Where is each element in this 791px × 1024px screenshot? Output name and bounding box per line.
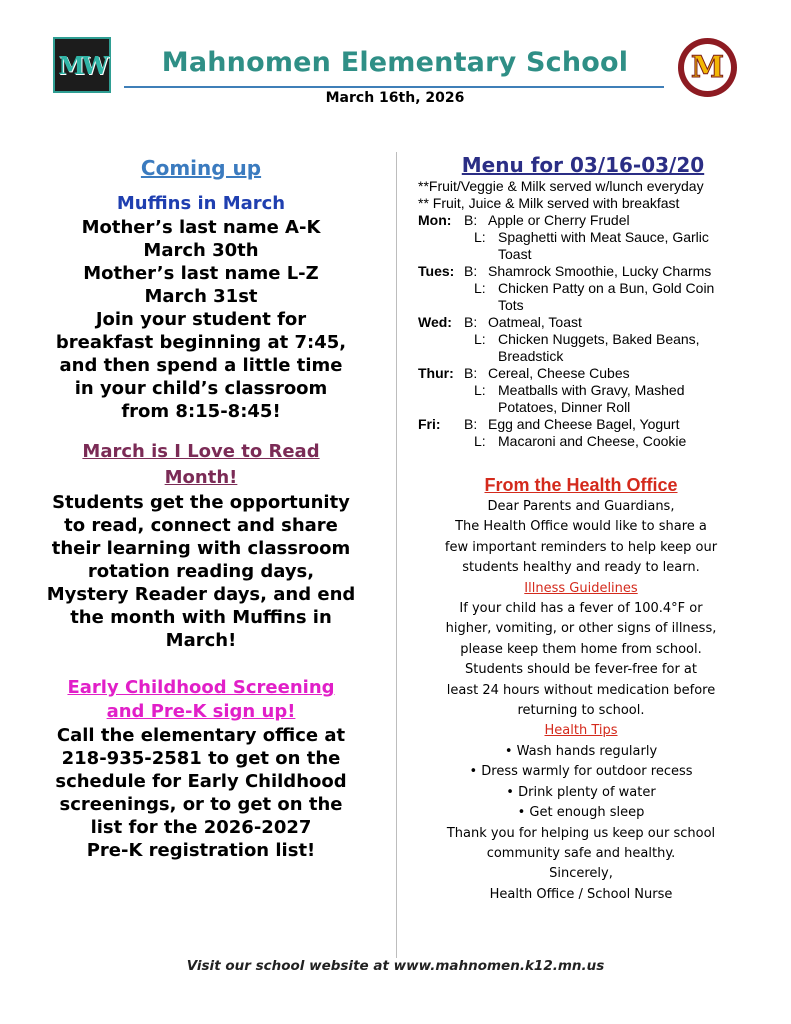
menu-day-wednesday: Wed: B: Oatmeal, Toast L: Chicken Nuggets, Baked Beans, Breadstick xyxy=(418,314,700,364)
love-to-read-heading: March is I Love to Read Month! xyxy=(82,441,320,488)
title-rule xyxy=(124,86,664,88)
health-closing-line: Thank you for helping us keep our school xyxy=(446,825,716,841)
love-to-read-text: Students get the opportunity to read, connect and share their learning with classroom rotation reading days, Mystery Reader days, and end the month with Muffins in March! xyxy=(46,492,356,651)
health-tip: • Drink plenty of water xyxy=(506,784,656,800)
illness-line: please keep them home from school. xyxy=(460,641,702,657)
muffins-text: Mother’s last name A-K March 30th Mother’s last name L-Z March 31st Join your student for breakfast beginning at 7:45, and then spend a little time in your child’s classroom from 8:15-8:45! xyxy=(55,217,347,422)
school-logo-m: M xyxy=(678,38,737,97)
health-tip: • Wash hands regularly xyxy=(504,743,658,759)
health-intro-line: few important reminders to help keep our xyxy=(444,539,718,555)
menu-heading: Menu for 03/16-03/20 xyxy=(461,153,705,177)
school-logo-mw: MW xyxy=(53,37,111,93)
health-tip: • Dress warmly for outdoor recess xyxy=(469,764,693,780)
health-closing-line: community safe and healthy. xyxy=(486,845,676,861)
page-title: Mahnomen Elementary School xyxy=(161,47,629,78)
menu-day-thursday: Thur: B: Cereal, Cheese Cubes L: Meatballs with Gravy, Mashed Potatoes, Dinner Roll xyxy=(418,365,685,415)
illness-line: least 24 hours without medication before xyxy=(446,682,716,698)
lunch-menu xyxy=(418,152,778,450)
column-divider xyxy=(396,152,397,958)
menu-note-breakfast: ** Fruit, Juice & Milk served with breakfast xyxy=(418,195,680,211)
menu-day-tuesday: Tues: B: Shamrock Smoothie, Lucky Charms L: Chicken Patty on a Bun, Gold Coin Tots xyxy=(418,263,715,313)
newsletter-date: March 16th, 2026 xyxy=(325,90,465,106)
page-header xyxy=(0,0,791,115)
illness-guidelines-heading: Illness Guidelines xyxy=(524,580,638,596)
menu-note-lunch: **Fruit/Veggie & Milk served w/lunch everyday xyxy=(418,178,704,194)
health-signature: Health Office / School Nurse xyxy=(489,886,673,902)
menu-day-friday: Fri: B: Egg and Cheese Bagel, Yogurt L: Macaroni and Cheese, Cookie xyxy=(418,416,687,449)
coming-up-heading: Coming up xyxy=(140,156,262,180)
health-office-section xyxy=(418,473,744,905)
health-tip: • Get enough sleep xyxy=(517,805,645,821)
illness-line: returning to school. xyxy=(517,703,645,719)
early-childhood-text: Call the elementary office at 218-935-2581 to get on the schedule for Early Childhood screenings, or to get on the list for the 2026-2027 Pre-K registration list! xyxy=(55,725,347,861)
illness-line: higher, vomiting, or other signs of illness, xyxy=(445,621,717,637)
illness-line: Students should be fever-free for at xyxy=(465,662,697,678)
menu-day-monday: Mon: B: Apple or Cherry Frudel L: Spaghetti with Meat Sauce, Garlic Toast xyxy=(418,212,709,262)
website-footer: Visit our school website at www.mahnomen.k12.mn.us xyxy=(186,958,605,974)
illness-line: If your child has a fever of 100.4°F or xyxy=(459,601,703,617)
health-signoff: Sincerely, xyxy=(549,866,613,882)
health-tips-heading: Health Tips xyxy=(544,723,618,739)
health-intro-line: students healthy and ready to learn. xyxy=(462,560,700,576)
muffins-heading: Muffins in March xyxy=(116,193,286,214)
left-column xyxy=(14,152,388,862)
early-childhood-heading: Early Childhood Screening and Pre-K sign up! xyxy=(67,677,335,722)
health-intro-line: The Health Office would like to share a xyxy=(455,519,707,535)
health-greeting: Dear Parents and Guardians, xyxy=(487,499,675,514)
health-office-heading: From the Health Office xyxy=(484,475,678,495)
